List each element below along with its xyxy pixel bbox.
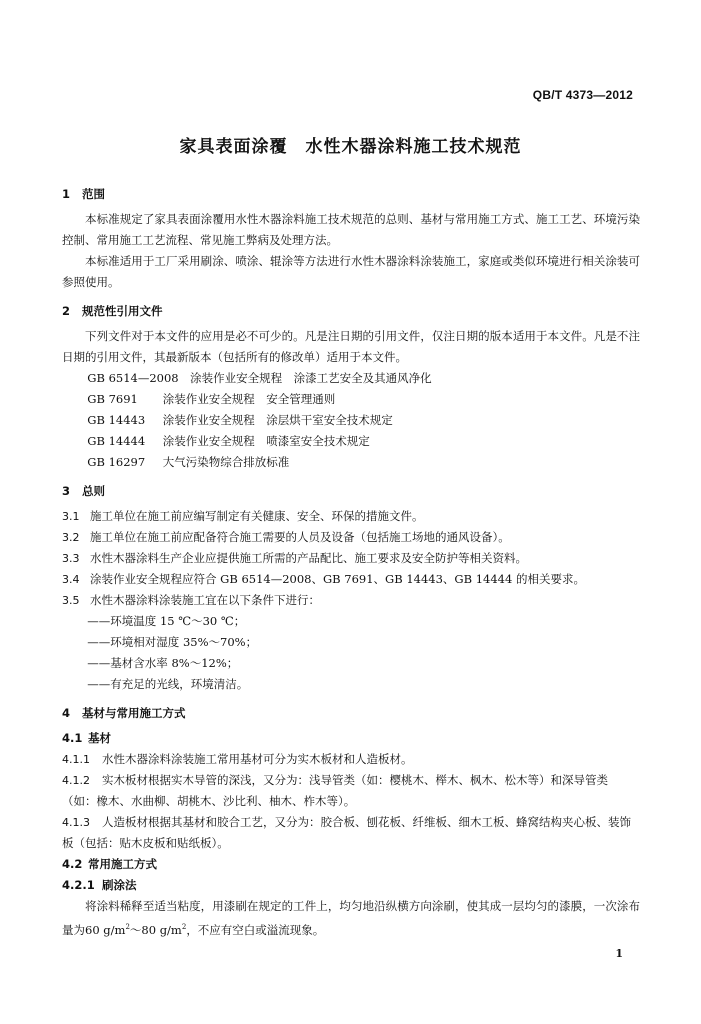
document-title <box>0 132 701 157</box>
section-heading-2: 2 规范性引用文件 <box>62 304 163 318</box>
condition-item: ——有充足的光线，环境清洁。 <box>87 677 249 691</box>
reference-item: GB 6514—2008 涂装作业安全规程 涂漆工艺安全及其通风净化 <box>87 371 432 385</box>
paragraph: 本标准规定了家具表面涂覆用水性木器涂料施工技术规范的总则、基材与常用施工方式、施工工艺、环境污染控制、常用施工工艺流程、常见施工弊病及处理方法。 <box>62 212 640 247</box>
standard-number: QB/T 4373—2012 <box>532 88 633 102</box>
clause-item: 4.1.3 人造板材根据其基材和胶合工艺，又分为：胶合板、刨花板、纤维板、细木工板、蜂窝结构夹心板、装饰板（包括：贴木皮板和贴纸板）。 <box>62 815 631 850</box>
section-heading-1: 1 范围 <box>62 187 105 201</box>
condition-item: ——环境温度 15 ℃～30 ℃； <box>87 614 246 628</box>
reference-item: GB 14443 涂装作业安全规程 涂层烘干室安全技术规定 <box>87 413 393 427</box>
clause-item: 3.4 涂装作业安全规程应符合 GB 6514—2008、GB 7691、GB 14443、GB 14444 的相关要求。 <box>62 572 585 586</box>
paragraph: 将涂料稀释至适当粘度，用漆刷在规定的工件上，均匀地沿纵横方向涂刷，使其成一层均匀的漆膜，一次涂布量为60 $g/m^2\sim 80$ $g/m^2$，不应有空白或溢流现象。 <box>62 899 640 937</box>
page-number: 1 <box>615 947 623 960</box>
clause-item: 3.3 水性木器涂料生产企业应提供施工所需的产品配比、施工要求及安全防护等相关资料。 <box>62 551 527 565</box>
reference-item: GB 16297 大气污染物综合排放标准 <box>87 455 290 469</box>
paragraph: 下列文件对于本文件的应用是必不可少的。凡是注日期的引用文件，仅注日期的版本适用于本文件。凡是不注日期的引用文件，其最新版本（包括所有的修改单）适用于本文件。 <box>62 329 640 364</box>
clause-item: 3.2 施工单位在施工前应配备符合施工需要的人员及设备（包括施工场地的通风设备）。 <box>62 530 510 544</box>
clause-item: 3.5 水性木器涂料涂装施工宜在以下条件下进行： <box>62 593 320 607</box>
paragraph: 本标准适用于工厂采用刷涂、喷涂、辊涂等方法进行水性木器涂料涂装施工，家庭或类似环境进行相关涂装可参照使用。 <box>62 254 640 289</box>
document-body <box>62 184 640 941</box>
section-heading-4: 4 基材与常用施工方式 <box>62 706 186 720</box>
subsection-heading-4-2: 4.2 常用施工方式 <box>62 857 157 871</box>
subsection-heading-4-2-1: 4.2.1 刷涂法 <box>62 878 137 892</box>
reference-item: GB 14444 涂装作业安全规程 喷漆室安全技术规定 <box>87 434 370 448</box>
condition-item: ——环境相对湿度 35%～70%； <box>87 635 258 649</box>
clause-item: 4.1.2 实木板材根据实木导管的深浅，又分为：浅导管类（如：樱桃木、榉木、枫木、松木等）和深导管类（如：橡木、水曲柳、胡桃木、沙比利、柚木、柞木等）。 <box>62 773 608 808</box>
condition-item: ——基材含水率 8%～12%； <box>87 656 239 670</box>
title-part-2: 水性木器涂料施工技术规范 <box>305 137 522 157</box>
section-heading-3: 3 总则 <box>62 484 105 498</box>
reference-item: GB 7691 涂装作业安全规程 安全管理通则 <box>87 392 336 406</box>
subsection-heading-4-1: 4.1 基材 <box>62 731 111 745</box>
clause-item: 3.1 施工单位在施工前应编写制定有关健康、安全、环保的措施文件。 <box>62 509 424 523</box>
title-part-1: 家具表面涂覆 <box>179 137 288 157</box>
clause-item: 4.1.1 水性木器涂料涂装施工常用基材可分为实木板材和人造板材。 <box>62 752 413 766</box>
